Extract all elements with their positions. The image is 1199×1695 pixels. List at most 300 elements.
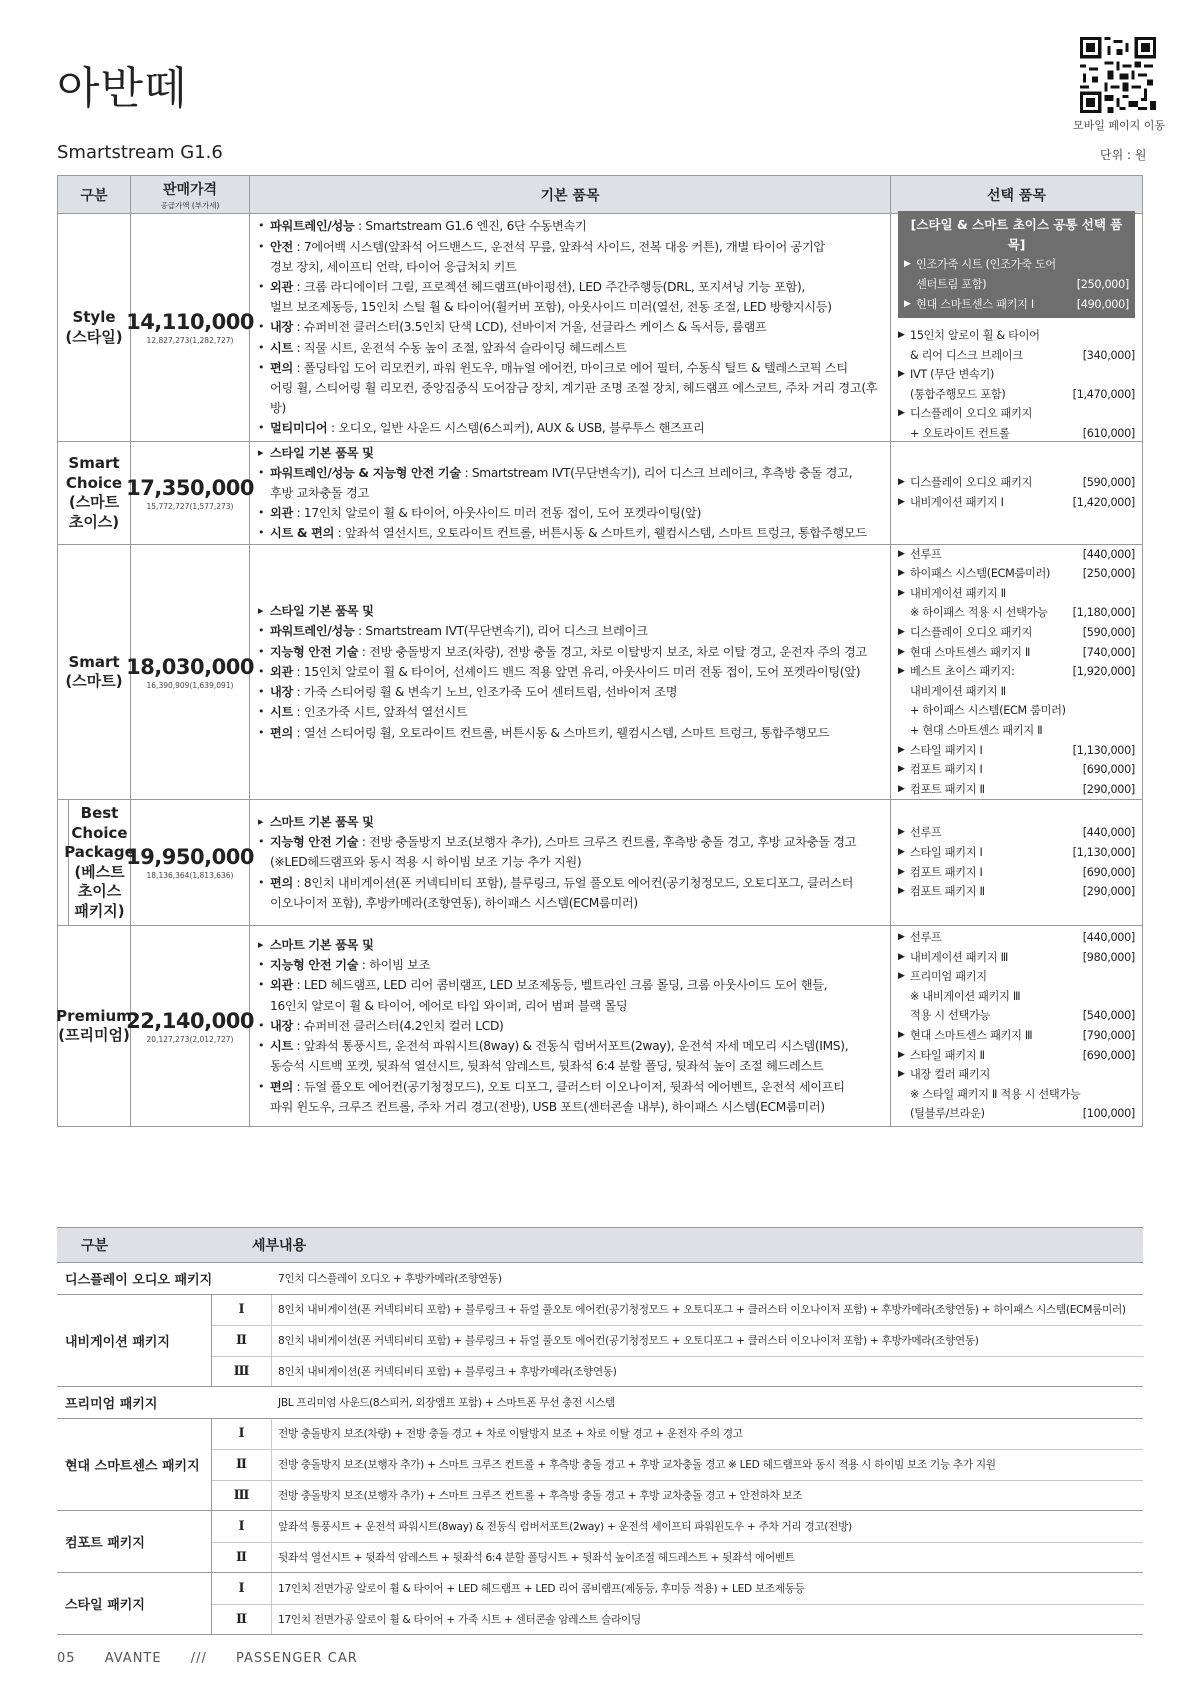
option-item [898,326,1135,346]
option-name: 현대 스마트센스 패키지 Ⅲ [910,1029,1033,1042]
package-detail: 7인치 디스플레이 오디오 + 후방카메라(조향연동) [278,1272,502,1285]
option-price: [1,470,000] [1072,387,1135,401]
arrow-bullet-icon: ▶ [904,298,911,309]
basic-item-key: 시트 & 편의 [270,526,335,541]
basic-item-key: 시트 [270,340,293,355]
basic-item-desc: : Smartstream IVT(무단변속기), 리어 디스크 브레이크, 후측방 충돌 경고, [460,465,853,480]
option-price: [1,420,000] [1072,496,1135,509]
basic-item [258,621,882,641]
trim-row [58,214,1142,441]
option-item-continued [898,682,1135,702]
dot-bullet-icon: • [258,1018,265,1032]
basic-item-key: 파워트레인/성능 [270,624,355,639]
arrow-bullet-icon: ▶ [898,744,905,755]
dot-bullet-icon: • [258,664,265,678]
package-table-header [57,1227,1143,1262]
trim-name: Style (스타일) [58,214,131,441]
basic-item [258,443,882,463]
basic-item-text [270,338,626,358]
basic-item [258,1016,882,1036]
option-item-continued [898,1006,1135,1026]
package-row [212,1511,1143,1542]
basic-item-desc: : 폴딩타입 도어 리모컨키, 파워 윈도우, 매뉴얼 에어컨, 마이크로 에어 필터, 수동식 틸트 & 텔레스코픽 스티 [292,360,848,375]
basic-item-continued: 후방 교차충돌 경고 [270,485,369,500]
option-item [898,1065,1135,1085]
basic-item-continued: 어링 휠, 스티어링 휠 리모컨, 중앙집중식 도어잠금 장치, 계기판 조명 조절 장치, 헤드램프 에스코트, 주차 거리 경고(후방) [270,381,878,416]
arrow-bullet-icon: ▶ [898,497,905,507]
package-row [272,1387,1143,1418]
dot-bullet-icon: • [258,280,265,293]
basic-item-continued: 16인치 알로이 휠 & 타이어, 에어로 타입 와이퍼, 리어 범퍼 블랙 몰딩 [270,998,628,1013]
option-price: [980,000] [1082,950,1135,964]
option-item-note: + 오토라이트 컨트롤 [910,427,1010,441]
basic-item-desc: : 직물 시트, 운전석 수동 높이 조절, 앞좌석 슬라이딩 헤드레스트 [292,340,627,355]
basic-item-continued: 경보 장치, 세이프티 언락, 타이어 응급처치 키트 [270,259,517,274]
option-name: 베스트 초이스 패키지: [910,665,1015,679]
option-price: [440,000] [1082,826,1135,840]
option-name: IVT (무단 변속기) [910,368,995,382]
basic-item-desc: : 앞좌석 통풍시트, 운전석 파워시트(8way) & 전동식 럼버서포트(2way), 운전석 자세 메모리 시스템(IMS), [292,1039,849,1054]
basic-item-desc: : Smartstream IVT(무단변속기), 리어 디스크 브레이크 [354,624,648,639]
header-basic [250,176,891,213]
option-item-continued [898,721,1135,741]
option-name: 내비게이션 패키지 Ⅱ [910,586,1006,600]
option-item [898,780,1135,800]
arrow-bullet-icon: ▶ [898,666,905,677]
basic-item-key: 안전 [270,239,293,254]
option-items [891,442,1142,544]
package-detail: 전방 충돌방지 보조(보행자 추가) + 스마트 크루즈 컨트롤 + 후측방 충돌 경고 + 후방 교차충돌 경고 ※ LED 헤드램프와 동시 적용 시 하이빔 보조 기능 추가 지원 [278,1459,996,1472]
option-name: 컴포트 패키지 Ⅱ [910,782,985,796]
arrow-bullet-icon: ▸ [258,604,264,618]
package-rows [272,1387,1143,1418]
basic-item-key: 파워트레인/성능 & 지능형 안전 기술 [270,465,461,480]
option-item-note: (통합주행모드 포함) [910,387,1006,401]
basic-item-desc: : 15인치 알로이 휠 & 타이어, 선셰이드 밴드 적용 앞면 유리, 아웃사이드 미러 전동 접이, 도어 포켓라이팅(앞) [292,664,861,679]
package-detail: 17인치 전면가공 알로이 휠 & 타이어 + 가죽 시트 + 센터콘솔 암레스트 슬라이딩 [278,1613,641,1626]
option-item-note: & 리어 디스크 브레이크 [910,348,1023,362]
option-item [898,404,1135,424]
arrow-bullet-icon: ▸ [258,814,264,828]
package-level: Ⅱ [212,1543,272,1573]
package-row [272,1263,1143,1294]
option-item [898,564,1135,584]
package-row [212,1449,1143,1480]
option-price: [290,000] [1082,885,1135,899]
trim-name: Premium (프리미엄) [58,926,131,1126]
basic-item-desc: : 17인치 알로이 휠 & 타이어, 아웃사이드 미러 전동 접이, 도어 포켓라이팅(앞) [292,506,702,521]
package-row [212,1573,1143,1604]
page-footer [57,1651,382,1666]
basic-item-desc: : 인조가죽 시트, 앞좌석 열선시트 [292,705,468,720]
basic-item-text [270,935,374,955]
basic-item-desc: : 전방 충돌방지 보조(보행자 추가), 스마트 크루즈 컨트롤, 후측방 충돌 경고, 후방 교차충돌 경고 [358,835,857,850]
basic-item-heading: 스타일 기본 품목 및 [270,604,374,619]
unit-label: 단위 : 원 [1100,148,1147,162]
footer-separator: /// [190,1651,207,1666]
basic-item-continued: (※LED헤드램프와 동시 적용 시 하이빔 보조 기능 추가 지원) [270,855,582,870]
option-item [898,584,1135,604]
basic-items [250,800,891,925]
package-level: Ⅰ [212,1295,272,1326]
basic-item-heading: 스마트 기본 품목 및 [270,938,374,953]
dot-bullet-icon: • [258,320,265,334]
option-name: 선루프 [910,826,942,840]
basic-item-continued: 벌브 보조제동등, 15인치 스틸 휠 & 타이어(휠커버 포함), 아웃사이드 미러(열선, 전동 조절, LED 방향지시등) [270,300,832,315]
arrow-bullet-icon: ▶ [898,1049,905,1060]
basic-item-desc: : 슈퍼비전 클러스터(4.2인치 컬러 LCD) [292,1018,504,1033]
package-row [212,1604,1143,1635]
package-level: Ⅰ [212,1419,272,1450]
package-level: Ⅰ [212,1573,272,1604]
arrow-bullet-icon: ▶ [898,866,905,877]
package-level: Ⅱ [212,1605,272,1635]
basic-item-key: 외관 [270,664,293,679]
basic-item [258,812,882,832]
option-item-continued [898,1085,1135,1105]
trim-price: 18,030,000 [126,654,254,679]
option-price: [440,000] [1082,547,1135,561]
package-level: Ⅱ [212,1450,272,1480]
basic-item-text [270,418,704,438]
package-detail: 뒷좌석 열선시트 + 뒷좌석 암레스트 + 뒷좌석 6:4 분할 폴딩시트 + 뒷좌석 높이조절 헤드레스트 + 뒷좌석 에어벤트 [278,1551,795,1564]
package-group [57,1572,1143,1634]
option-item-continued [898,385,1135,405]
package-detail: 앞좌석 통풍시트 + 운전석 파워시트(8way) & 전동식 럼버서포트(2way) + 운전석 세이프티 파워윈도우 + 주차 거리 경고(전방) [278,1520,852,1533]
dot-bullet-icon: • [258,875,265,889]
basic-item-text [270,317,766,337]
option-item [898,882,1135,902]
option-price: [340,000] [1082,348,1135,362]
trim-name: Smart Choice (스마트 초이스) [58,442,131,544]
basic-item-key: 시트 [270,1039,293,1054]
option-item-note: 내비게이션 패키지 Ⅱ [910,684,1006,698]
option-item-continued [898,1104,1135,1124]
option-price: [610,000] [1082,427,1135,441]
trim-price-supply: 16,390,909(1,639,091) [146,680,234,690]
option-item [898,863,1135,883]
basic-item-key: 외관 [270,280,293,294]
price-table [57,175,1143,1127]
option-item [898,493,1135,513]
trim-row [58,799,1142,925]
option-name: 현대 스마트센스 패키지 Ⅱ [910,645,1031,659]
option-price: [100,000] [1082,1107,1135,1121]
basic-item-desc: : 열선 스티어링 휠, 오토라이트 컨트롤, 버튼시동 & 스마트키, 웰컴시스템, 스마트 트렁크, 통합주행모드 [292,725,830,740]
package-group [57,1418,1143,1511]
basic-item-text [270,832,856,852]
basic-item [258,682,882,702]
package-detail: 8인치 내비게이션(폰 커넥티비티 포함) + 블루링크 + 듀얼 풀오토 에어컨(공기청정모드 + 오토디포그 + 클러스터 이오나이저 포함) + 후방카메라(조향연동) + 하이패스 시스템(ECM룸미러) [278,1304,1126,1317]
basic-item-text [270,601,374,621]
basic-item-key: 내장 [270,320,293,335]
dot-bullet-icon: • [258,644,265,658]
basic-item-text [270,642,867,662]
dot-bullet-icon: • [258,219,265,233]
common-option-title: [스타일 & 스마트 초이스 공통 선택 품목] [910,217,1123,253]
package-table-body [57,1262,1143,1634]
option-item-note: 센터트림 포함) [916,277,987,291]
trim-name: Smart (스마트) [58,545,131,799]
option-item [898,623,1135,643]
option-item [904,295,1129,315]
option-item [898,643,1135,663]
package-row [212,1356,1143,1387]
package-level: Ⅰ [212,1511,272,1542]
package-row [212,1295,1143,1326]
option-name: 하이패스 시스템(ECM룸미러) [910,567,1051,581]
trim-price-cell [126,442,254,544]
option-price: [490,000] [1076,297,1129,311]
option-name: 컴포트 패키지 Ⅰ [910,865,983,879]
option-name: 인조가죽 시트 (인조가죽 도어 [916,258,1056,272]
trim-price-supply: 12,827,273(1,282,727) [146,336,234,345]
basic-item-text [270,702,467,722]
option-item [898,365,1135,385]
option-item-continued [898,701,1135,721]
basic-item-text [270,237,825,257]
option-price: [1,920,000] [1072,665,1135,679]
header-price-label: 판매가격 [162,181,218,198]
option-name: 현대 스마트센스 패키지 Ⅰ [916,297,1034,311]
option-name: 선루프 [910,547,942,561]
option-item [898,662,1135,682]
package-group [57,1386,1143,1418]
package-group [57,1294,1143,1387]
package-detail: 8인치 내비게이션(폰 커넥티비티 포함) + 블루링크 + 듀얼 풀오토 에어컨(공기청정모드 + 오토디포그 + 클러스터 이오나이저 포함) + 후방카메라(조향연동) [278,1335,979,1348]
dot-bullet-icon: • [258,1039,265,1053]
basic-item [258,503,882,523]
dot-bullet-icon: • [258,360,265,374]
option-items [891,214,1142,441]
basic-item-text [270,1077,845,1097]
dot-bullet-icon: • [258,506,265,520]
arrow-bullet-icon: ▶ [898,951,905,962]
arrow-bullet-icon: ▶ [898,627,905,638]
option-name: 선루프 [910,931,942,945]
arrow-bullet-icon: ▶ [898,1069,905,1080]
trim-name: Best Choice Package (베스트 초이스 패키지) [68,800,131,925]
basic-item [258,216,882,236]
basic-item-text [270,1016,503,1036]
arrow-bullet-icon: ▶ [898,783,905,794]
basic-item-continued: 파워 윈도우, 크루즈 컨트롤, 주차 거리 경고(전방), USB 포트(센터콘솔 내부), 하이패스 시스템(ECM룸미러) [270,1099,825,1114]
option-name: 내비게이션 패키지 Ⅰ [910,496,1004,509]
option-name: 스타일 패키지 Ⅱ [910,1048,985,1062]
option-item-continued [898,987,1135,1007]
dot-bullet-icon: • [258,465,265,479]
basic-item [258,662,882,682]
basic-item-text [270,873,853,893]
dot-bullet-icon: • [258,421,265,435]
basic-item-desc: : 오디오, 일반 사운드 시스템(6스피커), AUX & USB, 블루투스 핸즈프리 [327,421,705,436]
basic-item-desc: : 7에어백 시스템(앞좌석 어드밴스드, 운전석 무릎, 앞좌석 사이드, 전복 대응 커튼), 개별 타이어 공기압 [292,239,825,254]
option-name: 15인치 알로이 휠 & 타이어 [910,329,1040,343]
package-detail: 전방 충돌방지 보조(보행자 추가) + 스마트 크루즈 컨트롤 + 후측방 충돌 경고 + 후방 교차충돌 경고 + 안전하차 보조 [278,1489,803,1502]
option-items [891,926,1142,1126]
option-item [898,1046,1135,1066]
price-table-body [58,214,1142,1126]
basic-item-key: 편의 [270,725,293,740]
trim-price-cell [126,214,254,441]
trim-price: 14,110,000 [126,310,254,334]
package-name: 스타일 패키지 [57,1573,212,1634]
basic-item-key: 지능형 안전 기술 [270,835,359,850]
basic-item-key: 시트 [270,705,293,720]
basic-item-key: 편의 [270,875,293,890]
dot-bullet-icon: • [258,239,265,253]
arrow-bullet-icon: ▶ [898,568,905,579]
package-group [57,1510,1143,1572]
trim-price: 19,950,000 [126,845,254,869]
price-table-header [58,176,1142,214]
trim-price-cell [126,926,254,1126]
header-price [131,176,250,213]
header-category [58,176,131,213]
basic-item-desc: : 전방 충돌방지 보조(차량), 전방 충돌 경고, 차로 이탈방지 보조, 차로 이탈 경고, 운전자 주의 경고 [358,644,867,659]
package-detail: 전방 충돌방지 보조(차량) + 전방 충돌 경고 + 차로 이탈방지 보조 + 차로 이탈 경고 + 운전자 주의 경고 [278,1428,743,1441]
option-item [898,473,1135,493]
option-item [898,948,1135,968]
header-options-label: 선택 품목 [987,187,1046,204]
option-item-note: + 현대 스마트센스 패키지 Ⅱ [910,723,1043,737]
basic-item-text [270,216,586,236]
basic-item-heading: 스타일 기본 품목 및 [270,445,374,460]
option-item [904,255,1129,275]
option-name: 스타일 패키지 Ⅰ [910,743,983,757]
package-detail: 17인치 전면가공 알로이 휠 & 타이어 + LED 헤드램프 + LED 리어 콤비램프(제동등, 후미등 적용) + LED 보조제동등 [278,1582,805,1595]
option-name: 디스플레이 오디오 패키지 [910,626,1033,640]
option-price: [440,000] [1082,931,1135,945]
arrow-bullet-icon: ▶ [898,886,905,897]
basic-item-key: 내장 [270,1018,293,1033]
basic-item [258,601,882,621]
arrow-bullet-icon: ▶ [898,932,905,943]
basic-item-text [270,443,374,463]
package-name: 프리미엄 패키지 [65,1396,158,1412]
option-item-note: 적용 시 선택가능 [910,1009,991,1023]
basic-item [258,358,882,378]
basic-item-text [270,1036,848,1056]
header-options [891,176,1142,213]
package-name: 내비게이션 패키지 [57,1295,212,1387]
basic-item-text [270,463,852,483]
trim-row [58,925,1142,1126]
page-title: 아반떼 [57,63,188,114]
package-row [212,1419,1143,1450]
option-name: 디스플레이 오디오 패키지 [910,407,1033,421]
basic-item-key: 파워트레인/성능 [270,219,355,234]
basic-item-desc: : 크롬 라디에이터 그릴, 프로젝션 헤드램프(바이펑션), LED 주간주행등(DRL, 포지셔닝 기능 포함), [292,280,805,294]
package-rows [212,1419,1143,1511]
basic-item [258,338,882,358]
option-item [898,928,1135,948]
arrow-bullet-icon: ▶ [898,408,905,419]
package-name: 컴포트 패키지 [57,1511,212,1572]
basic-item-continued: 동승석 시트백 포켓, 뒷좌석 열선시트, 뒷좌석 암레스트, 뒷좌석 6:4 분할 폴딩, 뒷좌석 높이 조절 헤드레스트 [270,1059,824,1074]
package-rows [272,1263,1143,1294]
common-option-box [898,211,1135,318]
package-name: 현대 스마트센스 패키지 [57,1419,212,1511]
basic-item [258,975,882,995]
basic-item-text [270,358,848,378]
option-price: [690,000] [1082,865,1135,879]
dot-bullet-icon: • [258,978,265,992]
basic-item-text [270,503,701,523]
arrow-bullet-icon: ▶ [898,846,905,857]
basic-item [258,418,882,438]
package-detail: 8인치 내비게이션(폰 커넥티비티 포함) + 블루링크 + 후방카메라(조향연동) [278,1365,617,1378]
basic-item-desc: : 앞좌석 열선시트, 오토라이트 컨트롤, 버튼시동 & 스마트키, 웰컴시스템, 스마트 트렁크, 통합주행모드 [334,526,867,541]
basic-item-key: 편의 [270,360,293,375]
footer-model: AVANTE [104,1651,162,1666]
trim-price: 22,140,000 [126,1008,254,1033]
basic-items [250,442,891,544]
option-item [898,741,1135,761]
arrow-bullet-icon: ▶ [898,587,905,598]
engine-name: Smartstream G1.6 [57,142,223,163]
option-price: [290,000] [1082,782,1135,796]
package-table [57,1227,1143,1635]
option-price: [540,000] [1082,1009,1135,1023]
basic-item-desc: : 슈퍼비전 클러스터(3.5인치 단색 LCD), 선바이저 거울, 선글라스 케이스 & 독서등, 룸램프 [292,320,767,335]
option-price: [590,000] [1082,626,1135,640]
arrow-bullet-icon: ▶ [898,764,905,775]
footer-page-number: 05 [57,1651,76,1666]
dot-bullet-icon: • [258,835,265,849]
option-price: [250,000] [1076,277,1129,291]
option-item-note: (틸블루/브라운) [910,1107,985,1121]
basic-item-text [270,975,827,995]
basic-item-key: 외관 [270,978,293,993]
basic-item-desc: : 하이빔 보조 [358,958,431,973]
package-rows [212,1511,1143,1572]
option-name: 내비게이션 패키지 Ⅲ [910,950,1008,964]
option-item [898,823,1135,843]
option-item-continued [904,275,1129,295]
basic-item-desc: : 가죽 스티어링 휠 & 변속기 노브, 인조가죽 도어 센터트림, 선바이저 조명 [292,685,678,700]
arrow-bullet-icon: ▶ [898,548,905,559]
option-item [898,843,1135,863]
basic-item [258,832,882,852]
package-level: Ⅲ [212,1357,272,1387]
basic-item [258,873,882,893]
basic-item [258,1036,882,1056]
basic-item-desc: : Smartstream G1.6 엔진, 6단 수동변속기 [354,219,587,234]
basic-item [258,317,882,337]
basic-item-text [270,662,860,682]
arrow-bullet-icon: ▸ [258,445,264,459]
qr-code-icon[interactable] [1080,37,1156,113]
package-row [212,1480,1143,1511]
package-detail: JBL 프리미엄 사운드(8스피커, 외장앰프 포함) + 스마트폰 무선 충전 시스템 [278,1396,615,1409]
option-price: [740,000] [1082,645,1135,659]
basic-item-continued: 이오나이저 포함), 후방카메라(조향연동), 하이패스 시스템(ECM룸미러) [270,895,638,910]
basic-items [250,926,891,1126]
package-rows [212,1295,1143,1387]
basic-item-text [270,523,867,543]
header-price-sub: 공급가액 (부가세) [160,200,220,210]
option-item-note: ※ 하이패스 적용 시 선택가능 [910,606,1048,620]
option-items [891,545,1142,799]
arrow-bullet-icon: ▶ [898,827,905,838]
option-name: 디스플레이 오디오 패키지 [910,476,1033,490]
dot-bullet-icon: • [258,685,265,699]
dot-bullet-icon: • [258,624,265,638]
package-group [57,1262,1143,1294]
basic-item [258,277,882,297]
basic-item [258,935,882,955]
